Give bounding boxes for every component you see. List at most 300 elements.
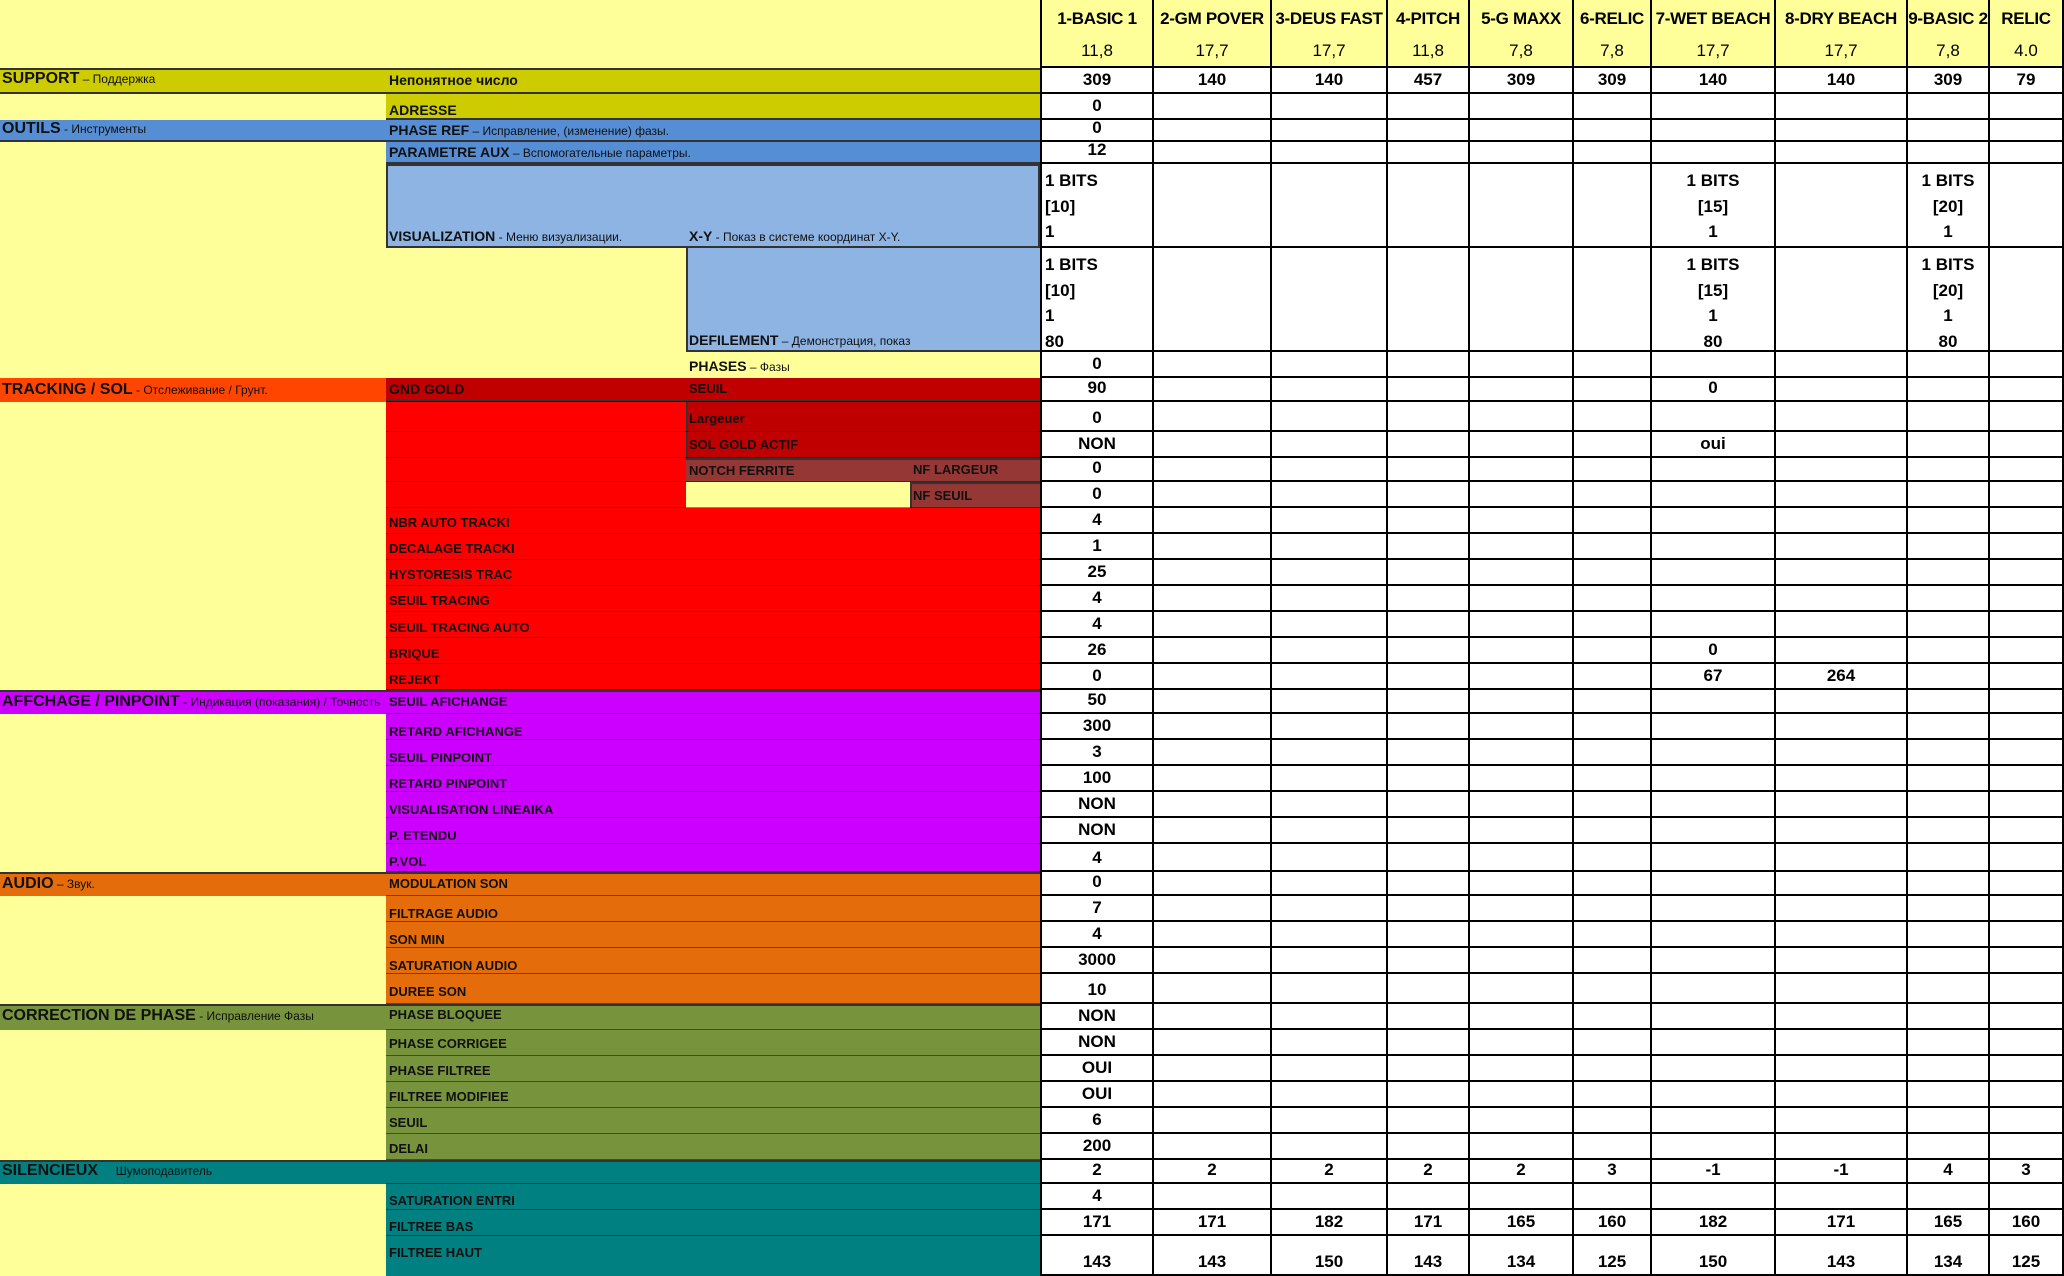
value-cell[interactable] <box>1908 378 1990 402</box>
value-cell[interactable] <box>1040 612 1154 638</box>
value-cell[interactable] <box>1652 94 1776 120</box>
value-cell[interactable] <box>1272 1108 1388 1134</box>
value-cell[interactable] <box>1990 352 2064 378</box>
value-cell[interactable] <box>1652 586 1776 612</box>
value-cell[interactable] <box>1470 1108 1574 1134</box>
value-cell[interactable] <box>1574 508 1652 534</box>
value-cell[interactable] <box>1040 664 1154 690</box>
value-cell[interactable] <box>1388 378 1470 402</box>
value-cell[interactable] <box>1908 1108 1990 1134</box>
value-cell[interactable] <box>1272 1030 1388 1056</box>
value-cell[interactable] <box>1776 638 1908 664</box>
value-cell[interactable] <box>1574 458 1652 482</box>
value-cell[interactable] <box>1272 974 1388 1004</box>
value-cell[interactable] <box>1574 248 1652 352</box>
value-cell[interactable] <box>1388 974 1470 1004</box>
value-cell[interactable] <box>1040 508 1154 534</box>
value-cell[interactable] <box>1574 1134 1652 1160</box>
value-cell[interactable] <box>1652 690 1776 714</box>
value-cell[interactable] <box>1154 458 1272 482</box>
value-cell[interactable] <box>1470 1160 1574 1184</box>
value-cell[interactable] <box>1908 458 1990 482</box>
value-cell[interactable] <box>1040 714 1154 740</box>
value-cell[interactable] <box>1272 378 1388 402</box>
value-cell[interactable] <box>1388 664 1470 690</box>
value-cell[interactable] <box>1388 1030 1470 1056</box>
value-cell[interactable] <box>1388 714 1470 740</box>
value-cell[interactable] <box>1652 1056 1776 1082</box>
value-cell[interactable] <box>1154 120 1272 142</box>
value-cell[interactable] <box>1574 792 1652 818</box>
value-cell[interactable] <box>1388 1082 1470 1108</box>
value-cell[interactable] <box>1154 378 1272 402</box>
value-cell[interactable] <box>1574 1210 1652 1236</box>
value-cell[interactable] <box>1908 1082 1990 1108</box>
value-cell[interactable] <box>1990 1056 2064 1082</box>
value-cell[interactable] <box>1990 458 2064 482</box>
value-cell[interactable] <box>1040 164 1154 248</box>
value-cell[interactable] <box>1388 68 1470 94</box>
value-cell[interactable] <box>1040 248 1154 352</box>
value-cell[interactable] <box>1040 352 1154 378</box>
value-cell[interactable] <box>1154 402 1272 432</box>
value-cell[interactable] <box>1272 508 1388 534</box>
value-cell[interactable] <box>1154 714 1272 740</box>
value-cell[interactable] <box>1574 872 1652 896</box>
value-cell[interactable] <box>1040 94 1154 120</box>
value-cell[interactable] <box>1470 68 1574 94</box>
value-cell[interactable] <box>1908 1210 1990 1236</box>
value-cell[interactable] <box>1040 560 1154 586</box>
value-cell[interactable] <box>1154 818 1272 844</box>
value-cell[interactable] <box>1574 1108 1652 1134</box>
value-cell[interactable] <box>1040 458 1154 482</box>
value-cell[interactable] <box>1388 1160 1470 1184</box>
value-cell[interactable] <box>1388 402 1470 432</box>
value-cell[interactable] <box>1574 1236 1652 1276</box>
value-cell[interactable] <box>1990 690 2064 714</box>
value-cell[interactable] <box>1272 612 1388 638</box>
value-cell[interactable] <box>1470 352 1574 378</box>
value-cell[interactable] <box>1990 714 2064 740</box>
value-cell[interactable] <box>1652 818 1776 844</box>
value-cell[interactable] <box>1388 534 1470 560</box>
value-cell[interactable] <box>1776 164 1908 248</box>
value-cell[interactable] <box>1154 1030 1272 1056</box>
value-cell[interactable] <box>1388 896 1470 922</box>
value-cell[interactable] <box>1990 948 2064 974</box>
value-cell[interactable] <box>1652 792 1776 818</box>
value-cell[interactable] <box>1470 974 1574 1004</box>
value-cell[interactable] <box>1908 922 1990 948</box>
value-cell[interactable] <box>1776 94 1908 120</box>
value-cell[interactable] <box>1154 68 1272 94</box>
value-cell[interactable] <box>1652 482 1776 508</box>
value-cell[interactable] <box>1040 142 1154 164</box>
value-cell[interactable] <box>1272 1056 1388 1082</box>
value-cell[interactable] <box>1388 818 1470 844</box>
value-cell[interactable] <box>1652 534 1776 560</box>
value-cell[interactable] <box>1990 534 2064 560</box>
value-cell[interactable] <box>1990 142 2064 164</box>
value-cell[interactable] <box>1776 714 1908 740</box>
value-cell[interactable] <box>1908 818 1990 844</box>
value-cell[interactable] <box>1574 534 1652 560</box>
value-cell[interactable] <box>1776 792 1908 818</box>
value-cell[interactable] <box>1990 1160 2064 1184</box>
value-cell[interactable] <box>1470 844 1574 872</box>
value-cell[interactable] <box>1908 68 1990 94</box>
value-cell[interactable] <box>1990 120 2064 142</box>
value-cell[interactable] <box>1154 560 1272 586</box>
value-cell[interactable] <box>1040 948 1154 974</box>
value-cell[interactable] <box>1776 690 1908 714</box>
value-cell[interactable] <box>1574 690 1652 714</box>
value-cell[interactable] <box>1776 142 1908 164</box>
value-cell[interactable] <box>1154 1004 1272 1030</box>
value-cell[interactable] <box>1776 1004 1908 1030</box>
value-cell[interactable] <box>1574 1160 1652 1184</box>
value-cell[interactable] <box>1908 94 1990 120</box>
value-cell[interactable] <box>1652 664 1776 690</box>
value-cell[interactable] <box>1908 1236 1990 1276</box>
value-cell[interactable] <box>1652 352 1776 378</box>
value-cell[interactable] <box>1470 1184 1574 1210</box>
value-cell[interactable] <box>1272 164 1388 248</box>
value-cell[interactable] <box>1574 818 1652 844</box>
value-cell[interactable] <box>1908 766 1990 792</box>
value-cell[interactable] <box>1470 612 1574 638</box>
value-cell[interactable] <box>1154 432 1272 458</box>
value-cell[interactable] <box>1574 638 1652 664</box>
value-cell[interactable] <box>1574 560 1652 586</box>
value-cell[interactable] <box>1908 1134 1990 1160</box>
value-cell[interactable] <box>1908 164 1990 248</box>
value-cell[interactable] <box>1388 1056 1470 1082</box>
value-cell[interactable] <box>1272 1004 1388 1030</box>
value-cell[interactable] <box>1652 248 1776 352</box>
value-cell[interactable] <box>1388 586 1470 612</box>
value-cell[interactable] <box>1470 142 1574 164</box>
value-cell[interactable] <box>1574 948 1652 974</box>
value-cell[interactable] <box>1154 1108 1272 1134</box>
value-cell[interactable] <box>1574 586 1652 612</box>
value-cell[interactable] <box>1574 352 1652 378</box>
value-cell[interactable] <box>1272 872 1388 896</box>
value-cell[interactable] <box>1776 1184 1908 1210</box>
value-cell[interactable] <box>1040 792 1154 818</box>
value-cell[interactable] <box>1776 1056 1908 1082</box>
value-cell[interactable] <box>1272 714 1388 740</box>
value-cell[interactable] <box>1040 844 1154 872</box>
value-cell[interactable] <box>1154 948 1272 974</box>
value-cell[interactable] <box>1040 482 1154 508</box>
value-cell[interactable] <box>1574 120 1652 142</box>
value-cell[interactable] <box>1776 432 1908 458</box>
value-cell[interactable] <box>1776 1108 1908 1134</box>
value-cell[interactable] <box>1776 818 1908 844</box>
value-cell[interactable] <box>1272 1184 1388 1210</box>
value-cell[interactable] <box>1470 508 1574 534</box>
value-cell[interactable] <box>1470 1004 1574 1030</box>
value-cell[interactable] <box>1652 766 1776 792</box>
value-cell[interactable] <box>1908 482 1990 508</box>
value-cell[interactable] <box>1776 378 1908 402</box>
value-cell[interactable] <box>1908 690 1990 714</box>
value-cell[interactable] <box>1040 1030 1154 1056</box>
value-cell[interactable] <box>1908 974 1990 1004</box>
value-cell[interactable] <box>1908 872 1990 896</box>
value-cell[interactable] <box>1574 432 1652 458</box>
value-cell[interactable] <box>1154 922 1272 948</box>
value-cell[interactable] <box>1776 766 1908 792</box>
value-cell[interactable] <box>1908 612 1990 638</box>
value-cell[interactable] <box>1272 922 1388 948</box>
value-cell[interactable] <box>1776 248 1908 352</box>
value-cell[interactable] <box>1388 352 1470 378</box>
value-cell[interactable] <box>1908 432 1990 458</box>
value-cell[interactable] <box>1652 948 1776 974</box>
value-cell[interactable] <box>1040 1056 1154 1082</box>
value-cell[interactable] <box>1040 378 1154 402</box>
value-cell[interactable] <box>1470 792 1574 818</box>
value-cell[interactable] <box>1272 638 1388 664</box>
value-cell[interactable] <box>1652 1108 1776 1134</box>
value-cell[interactable] <box>1388 638 1470 664</box>
value-cell[interactable] <box>1154 1210 1272 1236</box>
value-cell[interactable] <box>1388 922 1470 948</box>
value-cell[interactable] <box>1272 1082 1388 1108</box>
value-cell[interactable] <box>1990 792 2064 818</box>
value-cell[interactable] <box>1154 248 1272 352</box>
value-cell[interactable] <box>1040 818 1154 844</box>
value-cell[interactable] <box>1652 896 1776 922</box>
value-cell[interactable] <box>1388 482 1470 508</box>
value-cell[interactable] <box>1388 432 1470 458</box>
value-cell[interactable] <box>1272 896 1388 922</box>
value-cell[interactable] <box>1652 432 1776 458</box>
value-cell[interactable] <box>1776 1160 1908 1184</box>
value-cell[interactable] <box>1470 164 1574 248</box>
value-cell[interactable] <box>1776 664 1908 690</box>
value-cell[interactable] <box>1154 844 1272 872</box>
value-cell[interactable] <box>1470 714 1574 740</box>
value-cell[interactable] <box>1154 872 1272 896</box>
value-cell[interactable] <box>1388 508 1470 534</box>
value-cell[interactable] <box>1990 586 2064 612</box>
value-cell[interactable] <box>1154 612 1272 638</box>
value-cell[interactable] <box>1990 872 2064 896</box>
value-cell[interactable] <box>1154 164 1272 248</box>
value-cell[interactable] <box>1388 1184 1470 1210</box>
value-cell[interactable] <box>1776 740 1908 766</box>
value-cell[interactable] <box>1040 1004 1154 1030</box>
value-cell[interactable] <box>1040 1236 1154 1276</box>
value-cell[interactable] <box>1040 638 1154 664</box>
value-cell[interactable] <box>1990 818 2064 844</box>
value-cell[interactable] <box>1776 586 1908 612</box>
value-cell[interactable] <box>1990 1184 2064 1210</box>
value-cell[interactable] <box>1154 586 1272 612</box>
value-cell[interactable] <box>1776 1210 1908 1236</box>
value-cell[interactable] <box>1776 948 1908 974</box>
value-cell[interactable] <box>1990 844 2064 872</box>
value-cell[interactable] <box>1040 1108 1154 1134</box>
value-cell[interactable] <box>1040 1210 1154 1236</box>
value-cell[interactable] <box>1388 1236 1470 1276</box>
value-cell[interactable] <box>1388 1108 1470 1134</box>
value-cell[interactable] <box>1990 1134 2064 1160</box>
value-cell[interactable] <box>1908 1160 1990 1184</box>
value-cell[interactable] <box>1776 508 1908 534</box>
value-cell[interactable] <box>1388 142 1470 164</box>
value-cell[interactable] <box>1388 740 1470 766</box>
value-cell[interactable] <box>1776 1082 1908 1108</box>
value-cell[interactable] <box>1776 922 1908 948</box>
value-cell[interactable] <box>1908 740 1990 766</box>
value-cell[interactable] <box>1388 766 1470 792</box>
value-cell[interactable] <box>1908 120 1990 142</box>
value-cell[interactable] <box>1040 766 1154 792</box>
value-cell[interactable] <box>1272 1160 1388 1184</box>
value-cell[interactable] <box>1154 142 1272 164</box>
value-cell[interactable] <box>1990 68 2064 94</box>
value-cell[interactable] <box>1154 740 1272 766</box>
value-cell[interactable] <box>1470 560 1574 586</box>
value-cell[interactable] <box>1040 120 1154 142</box>
value-cell[interactable] <box>1776 68 1908 94</box>
value-cell[interactable] <box>1990 740 2064 766</box>
value-cell[interactable] <box>1040 922 1154 948</box>
value-cell[interactable] <box>1776 482 1908 508</box>
value-cell[interactable] <box>1154 1134 1272 1160</box>
value-cell[interactable] <box>1470 1236 1574 1276</box>
value-cell[interactable] <box>1652 142 1776 164</box>
value-cell[interactable] <box>1272 142 1388 164</box>
value-cell[interactable] <box>1574 402 1652 432</box>
value-cell[interactable] <box>1272 740 1388 766</box>
value-cell[interactable] <box>1470 534 1574 560</box>
value-cell[interactable] <box>1388 560 1470 586</box>
value-cell[interactable] <box>1652 844 1776 872</box>
value-cell[interactable] <box>1652 1210 1776 1236</box>
value-cell[interactable] <box>1776 402 1908 432</box>
value-cell[interactable] <box>1272 94 1388 120</box>
value-cell[interactable] <box>1574 844 1652 872</box>
value-cell[interactable] <box>1908 714 1990 740</box>
value-cell[interactable] <box>1040 586 1154 612</box>
value-cell[interactable] <box>1652 378 1776 402</box>
value-cell[interactable] <box>1574 164 1652 248</box>
value-cell[interactable] <box>1652 458 1776 482</box>
value-cell[interactable] <box>1272 534 1388 560</box>
value-cell[interactable] <box>1574 1004 1652 1030</box>
value-cell[interactable] <box>1272 120 1388 142</box>
value-cell[interactable] <box>1652 1236 1776 1276</box>
value-cell[interactable] <box>1574 68 1652 94</box>
value-cell[interactable] <box>1272 1210 1388 1236</box>
value-cell[interactable] <box>1272 458 1388 482</box>
value-cell[interactable] <box>1154 792 1272 818</box>
value-cell[interactable] <box>1470 402 1574 432</box>
value-cell[interactable] <box>1574 94 1652 120</box>
value-cell[interactable] <box>1272 586 1388 612</box>
value-cell[interactable] <box>1470 586 1574 612</box>
value-cell[interactable] <box>1470 872 1574 896</box>
value-cell[interactable] <box>1908 896 1990 922</box>
value-cell[interactable] <box>1272 482 1388 508</box>
value-cell[interactable] <box>1272 664 1388 690</box>
value-cell[interactable] <box>1154 638 1272 664</box>
value-cell[interactable] <box>1040 432 1154 458</box>
value-cell[interactable] <box>1470 740 1574 766</box>
value-cell[interactable] <box>1040 974 1154 1004</box>
value-cell[interactable] <box>1652 508 1776 534</box>
value-cell[interactable] <box>1388 120 1470 142</box>
value-cell[interactable] <box>1388 844 1470 872</box>
value-cell[interactable] <box>1990 1108 2064 1134</box>
value-cell[interactable] <box>1040 1160 1154 1184</box>
value-cell[interactable] <box>1908 586 1990 612</box>
value-cell[interactable] <box>1470 818 1574 844</box>
value-cell[interactable] <box>1272 948 1388 974</box>
value-cell[interactable] <box>1470 94 1574 120</box>
value-cell[interactable] <box>1272 690 1388 714</box>
value-cell[interactable] <box>1272 432 1388 458</box>
value-cell[interactable] <box>1908 664 1990 690</box>
value-cell[interactable] <box>1574 378 1652 402</box>
value-cell[interactable] <box>1990 612 2064 638</box>
value-cell[interactable] <box>1990 1236 2064 1276</box>
value-cell[interactable] <box>1574 922 1652 948</box>
value-cell[interactable] <box>1990 1082 2064 1108</box>
value-cell[interactable] <box>1776 1134 1908 1160</box>
value-cell[interactable] <box>1272 402 1388 432</box>
value-cell[interactable] <box>1272 560 1388 586</box>
value-cell[interactable] <box>1574 1082 1652 1108</box>
value-cell[interactable] <box>1154 1184 1272 1210</box>
value-cell[interactable] <box>1388 1210 1470 1236</box>
value-cell[interactable] <box>1652 402 1776 432</box>
value-cell[interactable] <box>1470 1082 1574 1108</box>
value-cell[interactable] <box>1040 690 1154 714</box>
value-cell[interactable] <box>1776 1236 1908 1276</box>
value-cell[interactable] <box>1652 612 1776 638</box>
value-cell[interactable] <box>1776 896 1908 922</box>
value-cell[interactable] <box>1154 534 1272 560</box>
value-cell[interactable] <box>1272 792 1388 818</box>
value-cell[interactable] <box>1652 120 1776 142</box>
value-cell[interactable] <box>1574 896 1652 922</box>
value-cell[interactable] <box>1574 740 1652 766</box>
value-cell[interactable] <box>1990 560 2064 586</box>
value-cell[interactable] <box>1470 248 1574 352</box>
value-cell[interactable] <box>1388 792 1470 818</box>
value-cell[interactable] <box>1652 164 1776 248</box>
value-cell[interactable] <box>1574 1184 1652 1210</box>
value-cell[interactable] <box>1990 896 2064 922</box>
value-cell[interactable] <box>1470 664 1574 690</box>
value-cell[interactable] <box>1470 482 1574 508</box>
value-cell[interactable] <box>1470 766 1574 792</box>
value-cell[interactable] <box>1574 766 1652 792</box>
value-cell[interactable] <box>1990 402 2064 432</box>
value-cell[interactable] <box>1272 352 1388 378</box>
value-cell[interactable] <box>1388 948 1470 974</box>
value-cell[interactable] <box>1272 68 1388 94</box>
value-cell[interactable] <box>1652 922 1776 948</box>
value-cell[interactable] <box>1990 508 2064 534</box>
